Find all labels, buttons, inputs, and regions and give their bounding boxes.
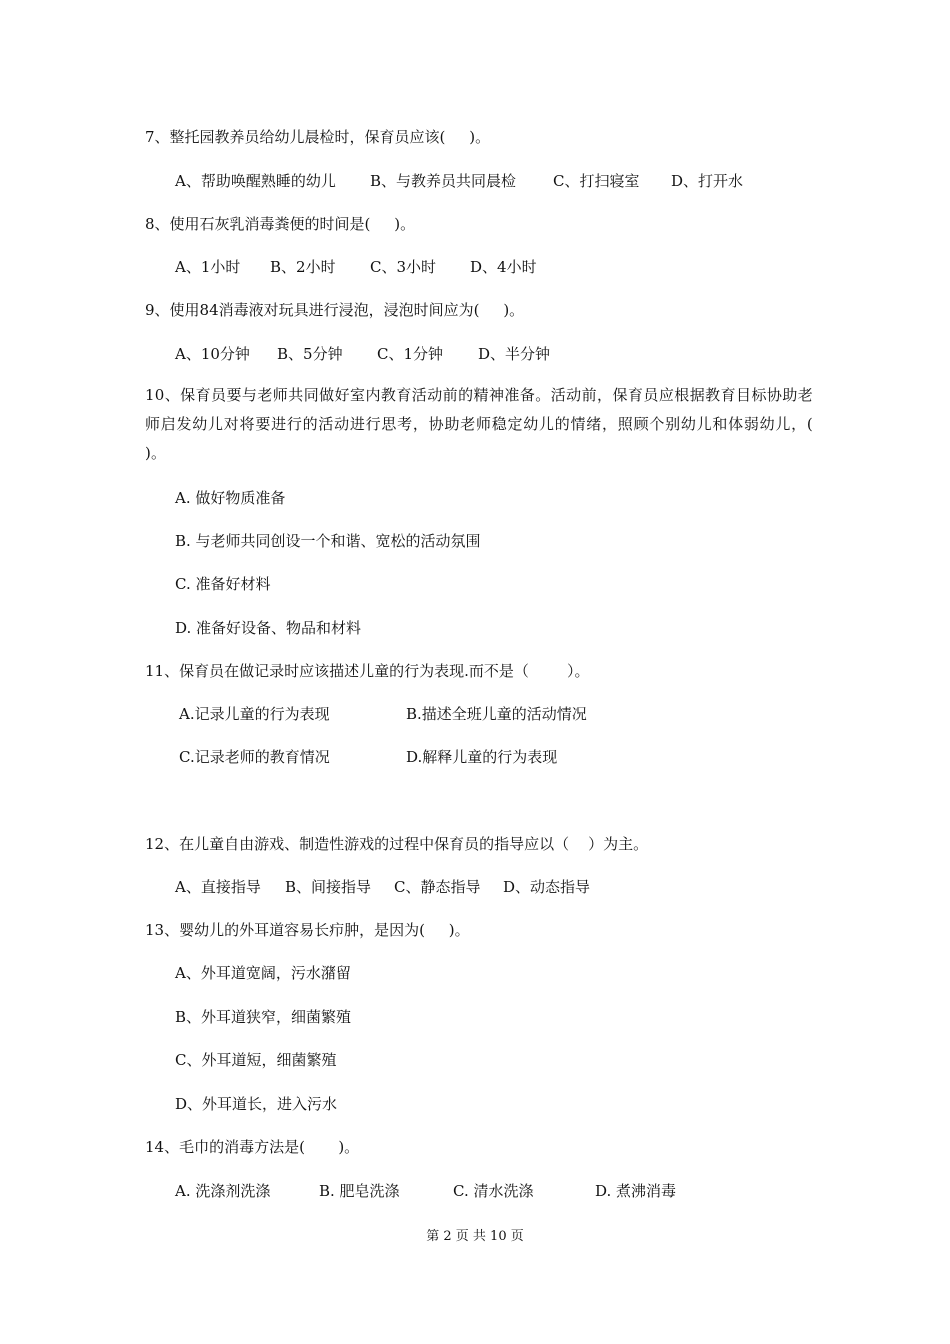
question-14-option-b: B. 肥皂洗涤 xyxy=(319,1182,400,1200)
question-11-option-a: A.记录儿童的行为表现 xyxy=(179,705,330,723)
question-12-option-c: C、静态指导 xyxy=(394,878,481,896)
question-7-option-b: B、与教养员共同晨检 xyxy=(370,172,517,190)
question-9-stem: 9、使用84消毒液对玩具进行浸泡，浸泡时间应为( )。 xyxy=(145,301,525,319)
question-11-options-row-2 xyxy=(179,747,558,827)
question-10-option-c: C. 准备好材料 xyxy=(175,575,271,593)
question-9-option-c: C、1分钟 xyxy=(377,345,444,363)
question-11-option-b: B.描述全班儿童的活动情况 xyxy=(406,705,587,723)
question-10-option-a: A. 做好物质准备 xyxy=(175,489,286,507)
question-8-stem: 8、使用石灰乳消毒粪便的时间是( )。 xyxy=(145,215,416,233)
question-8-option-c: C、3小时 xyxy=(370,258,437,276)
question-14-option-d: D. 煮沸消毒 xyxy=(595,1182,677,1200)
question-7-stem: 7、整托园教养员给幼儿晨检时，保育员应该( )。 xyxy=(145,128,491,146)
question-7-option-d: D、打开水 xyxy=(671,172,744,190)
question-14-stem: 14、毛巾的消毒方法是( )。 xyxy=(145,1138,360,1156)
question-7-option-c: C、打扫寝室 xyxy=(553,172,640,190)
question-12-option-b: B、间接指导 xyxy=(285,878,372,896)
question-12-stem: 12、在儿童自由游戏、制造性游戏的过程中保育员的指导应以（ ）为主。 xyxy=(145,835,649,853)
question-8-option-d: D、4小时 xyxy=(470,258,537,276)
question-12-option-d: D、动态指导 xyxy=(503,878,591,896)
question-9-option-d: D、半分钟 xyxy=(478,345,551,363)
page-number-footer: 第 2 页 共 10 页 xyxy=(426,1229,524,1244)
question-9-option-b: B、5分钟 xyxy=(277,345,343,363)
question-14-option-a: A. 洗涤剂洗涤 xyxy=(175,1182,271,1200)
question-13-option-c: C、外耳道短，细菌繁殖 xyxy=(175,1051,337,1069)
question-12-option-a: A、直接指导 xyxy=(175,878,261,896)
question-8-option-b: B、2小时 xyxy=(270,258,336,276)
question-13-option-d: D、外耳道长，进入污水 xyxy=(175,1095,338,1113)
question-13-option-a: A、外耳道宽阔，污水潴留 xyxy=(175,964,351,982)
question-11-stem: 11、保育员在做记录时应该描述儿童的行为表现.而不是（ ）。 xyxy=(145,662,590,680)
question-8-option-a: A、1小时 xyxy=(175,258,241,276)
question-9-option-a: A、10分钟 xyxy=(175,345,250,363)
question-10-option-d: D. 准备好设备、物品和材料 xyxy=(175,619,362,637)
question-11-option-d: D.解释儿童的行为表现 xyxy=(406,748,558,766)
question-14-option-c: C. 清水洗涤 xyxy=(453,1182,534,1200)
question-13-option-b: B、外耳道狭窄，细菌繁殖 xyxy=(175,1008,352,1026)
question-11-option-c: C.记录老师的教育情况 xyxy=(179,748,330,766)
question-10-option-b: B. 与老师共同创设一个和谐、宽松的活动氛围 xyxy=(175,532,481,550)
question-7-option-a: A、帮助唤醒熟睡的幼儿 xyxy=(175,172,336,190)
question-13-stem: 13、婴幼儿的外耳道容易长疖肿，是因为( )。 xyxy=(145,921,470,939)
question-10-stem: 10、保育员要与老师共同做好室内教育活动前的精神准备。活动前，保育员应根据教育目标协助老师启发幼儿对将要进行的活动进行思考，协助老师稳定幼儿的情绪，照顾个别幼儿和体弱幼儿，( )。 xyxy=(145,386,813,462)
